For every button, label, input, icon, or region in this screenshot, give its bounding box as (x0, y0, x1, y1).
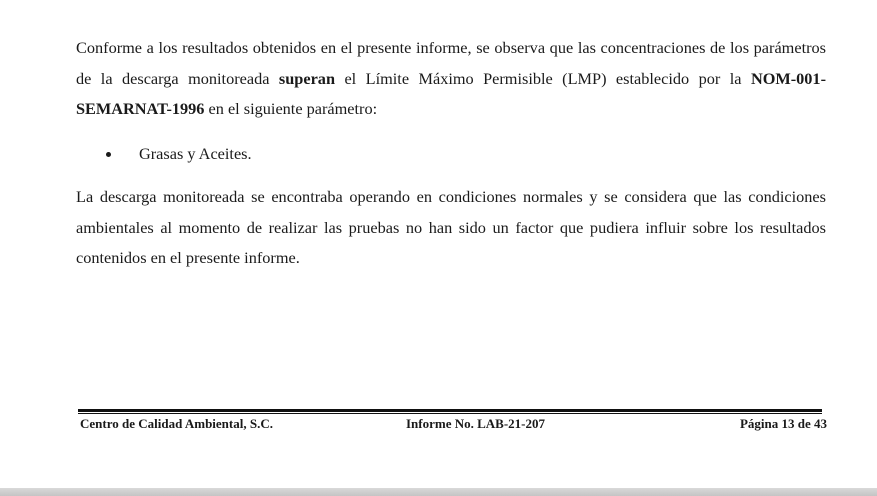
page-edge-shadow (0, 488, 877, 496)
paragraph-text: Conforme a los resultados obtenidos en el presente informe, se observa que las concentraciones de los parámetros de la descarga monitoreada (76, 38, 826, 88)
footer-page-number: Página 13 de 43 (739, 416, 827, 431)
conditions-paragraph: La descarga monitoreada se encontraba operando en condiciones normales y se considera que las condiciones ambientales al momento de realizar las pruebas no han sido un factor que pudiera influir sobre los resultados contenidos en el presente informe. (76, 187, 826, 267)
norm-reference: NOM-001-SEMARNAT-1996 (76, 68, 826, 118)
paragraph-text: el Límite Máximo Permisible (LMP) establecido por la (335, 68, 751, 88)
list-item (100, 139, 252, 170)
footer-divider (78, 409, 822, 412)
conclusion-paragraph (76, 33, 826, 125)
paragraph-text: en el siguiente parámetro: (204, 99, 378, 118)
exceed-keyword: superan (278, 68, 336, 88)
page-footer (78, 415, 827, 435)
footer-report-number: Informe No. LAB-21-207 (406, 416, 546, 431)
bullet-icon (106, 152, 111, 157)
list-item-text: Grasas y Aceites. (139, 144, 252, 163)
footer-organization: Centro de Calidad Ambiental, S.C. (80, 416, 273, 431)
footer-divider-thin (78, 413, 822, 414)
